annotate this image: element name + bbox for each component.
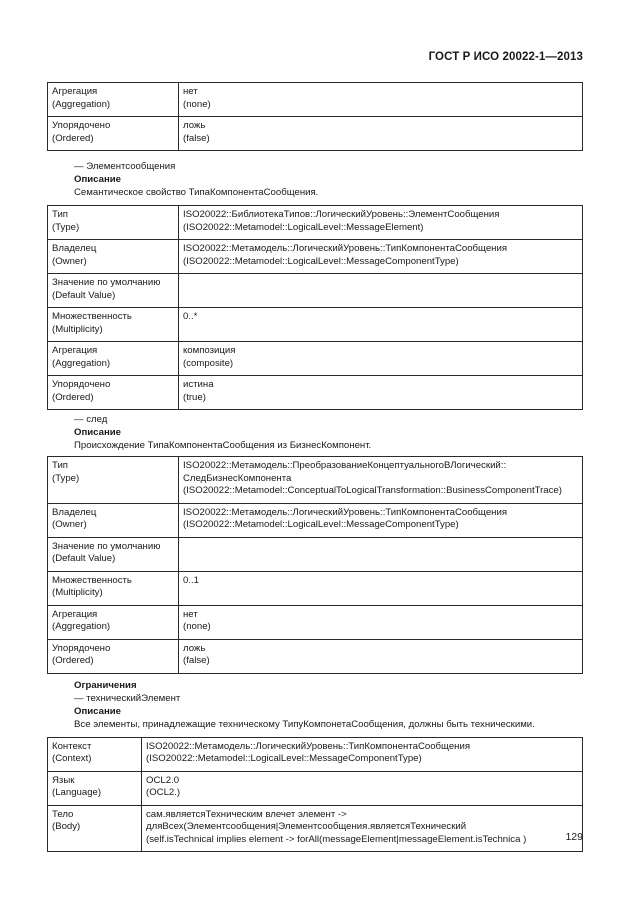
property-name-line: (Multiplicity) <box>52 323 103 335</box>
section-description: Все элементы, принадлежащие техническому ТипуКомпонетаСообщения, должны быть техническими. <box>74 718 535 730</box>
property-name-line: (Multiplicity) <box>52 587 103 598</box>
property-name-cell <box>48 639 179 673</box>
property-value-line: (none) <box>183 621 211 632</box>
section-description: Происхождение ТипаКомпонентаСообщения из БизнесКомпонент. <box>74 440 372 451</box>
property-name-line: (Aggregation) <box>52 621 111 632</box>
property-value-line: (false) <box>183 132 210 144</box>
property-value-line: (ISO20022::Metamodel::LogicalLevel::MessageElement) <box>183 221 424 233</box>
property-name-cell <box>48 771 142 805</box>
table-row <box>48 376 583 410</box>
property-name-cell <box>48 537 179 571</box>
property-value-cell <box>179 83 583 117</box>
property-name-line: (Ordered) <box>52 655 94 666</box>
property-name-line: Контекст <box>52 740 92 752</box>
table-row <box>48 639 583 673</box>
property-value-cell <box>179 342 583 376</box>
property-name-cell <box>48 274 179 308</box>
table-row <box>48 805 583 852</box>
property-value-line: (none) <box>183 98 211 110</box>
section-trace <box>47 410 583 456</box>
table-row <box>48 503 583 537</box>
property-value-line: OCL2.0 <box>146 774 180 786</box>
property-name-line: Владелец <box>52 243 97 254</box>
property-value-line: 0..1 <box>183 574 200 586</box>
property-value-line: ISO20022::Метамодель::ЛогическийУровень::ТипКомпонентаСообщения <box>146 740 471 752</box>
property-value-cell <box>179 117 583 151</box>
property-name-line: Агрегация <box>52 608 98 620</box>
property-value-cell <box>179 639 583 673</box>
properties-table-3 <box>47 456 583 674</box>
property-value-line: (false) <box>183 655 210 666</box>
item-name: — техническийЭлемент <box>74 692 181 704</box>
property-value-line: 0..* <box>183 311 198 322</box>
property-name-line: Тело <box>52 808 74 820</box>
section-element-message <box>47 151 583 203</box>
property-value-line: ISO20022::Метамодель::ЛогическийУровень::ТипКомпонентаСообщения <box>183 243 508 254</box>
property-name-line: Упорядочено <box>52 642 111 654</box>
property-name-line: Тип <box>52 209 68 220</box>
property-value-cell <box>179 240 583 274</box>
property-value-cell <box>179 206 583 240</box>
properties-table-2 <box>47 205 583 410</box>
property-name-line: (Default Value) <box>52 289 116 301</box>
page-content <box>47 82 583 852</box>
property-name-line: Множественность <box>52 311 132 322</box>
table-row <box>48 342 583 376</box>
property-name-cell <box>48 605 179 639</box>
property-name-cell <box>48 571 179 605</box>
property-value-cell <box>142 805 583 852</box>
property-name-cell <box>48 83 179 117</box>
property-value-line: сам.являетсяТехническим влечет элемент -> <box>146 808 347 820</box>
property-name-line: Владелец <box>52 506 97 518</box>
property-value-line: (ISO20022::Metamodel::LogicalLevel::MessageComponentType) <box>183 255 459 267</box>
table-row <box>48 571 583 605</box>
property-value-line: ложь <box>183 642 206 654</box>
property-value-cell <box>179 308 583 342</box>
table-row <box>48 457 583 504</box>
property-name-line: Значение по умолчанию <box>52 540 161 552</box>
property-name-line: (Aggregation) <box>52 357 111 369</box>
property-value-line: ISO20022::БиблиотекаТипов::ЛогическийУровень::ЭлементСообщения <box>183 209 500 220</box>
property-value-cell <box>179 503 583 537</box>
property-value-line: дляВсех(Элементсообщения|Элементсообщения.являетсяТехнический <box>146 821 467 832</box>
property-name-cell <box>48 457 179 504</box>
property-value-cell <box>142 771 583 805</box>
property-value-line: ISO20022::Метамодель::ПреобразованиеКонцептуальногоВЛогический:: <box>183 460 507 471</box>
section-heading: Описание <box>74 427 121 438</box>
property-name-line: (Owner) <box>52 519 87 530</box>
property-name-line: (Owner) <box>52 255 87 267</box>
property-value-cell <box>179 605 583 639</box>
property-name-line: (Ordered) <box>52 132 94 144</box>
property-value-cell <box>142 737 583 771</box>
table-row <box>48 83 583 117</box>
property-name-line: Агрегация <box>52 345 98 356</box>
table-row <box>48 274 583 308</box>
constraint-table <box>47 737 583 853</box>
property-name-line: Значение по умолчанию <box>52 277 161 288</box>
property-name-line: Язык <box>52 774 75 786</box>
constraints-heading: Ограничения <box>74 679 137 691</box>
table-row <box>48 206 583 240</box>
property-value-cell <box>179 571 583 605</box>
property-value-line: (OCL2.) <box>146 787 181 798</box>
property-value-line: ISO20022::Метамодель::ЛогическийУровень::ТипКомпонентаСообщения <box>183 506 508 518</box>
page-number: 129 <box>565 831 583 843</box>
property-name-line: (Body) <box>52 821 81 832</box>
table-row <box>48 308 583 342</box>
table-row <box>48 240 583 274</box>
properties-table-1 <box>47 82 583 151</box>
section-heading: Описание <box>74 174 121 185</box>
property-value-line: СледБизнесКомпонента <box>183 472 292 484</box>
property-name-cell <box>48 206 179 240</box>
property-name-cell <box>48 737 142 771</box>
item-name: — след <box>74 414 108 425</box>
table-row <box>48 771 583 805</box>
table-row <box>48 737 583 771</box>
property-name-line: Тип <box>52 460 68 471</box>
table-row <box>48 537 583 571</box>
property-name-line: Множественность <box>52 574 132 586</box>
property-value-cell <box>179 537 583 571</box>
property-name-cell <box>48 117 179 151</box>
property-name-cell <box>48 376 179 410</box>
section-heading: Описание <box>74 705 121 717</box>
property-name-line: Упорядочено <box>52 120 111 131</box>
property-value-line: (composite) <box>183 357 234 369</box>
property-value-cell <box>179 376 583 410</box>
item-name: — Элементсообщения <box>74 161 176 172</box>
property-name-line: (Language) <box>52 787 102 798</box>
property-value-line: (true) <box>183 391 206 403</box>
property-name-cell <box>48 240 179 274</box>
property-value-cell <box>179 274 583 308</box>
section-constraints <box>47 674 583 735</box>
property-value-line: ложь <box>183 120 206 131</box>
property-value-line: нет <box>183 608 198 620</box>
property-name-cell <box>48 805 142 852</box>
property-name-line: (Aggregation) <box>52 98 111 110</box>
property-value-line: истина <box>183 379 214 390</box>
property-value-line: (ISO20022::Metamodel::ConceptualToLogicalTransformation::BusinessComponentTrace) <box>183 485 562 496</box>
table-row <box>48 117 583 151</box>
property-name-line: Агрегация <box>52 86 98 97</box>
property-value-line: нет <box>183 86 198 97</box>
property-value-line: (ISO20022::Metamodel::LogicalLevel::MessageComponentType) <box>146 753 422 764</box>
property-name-line: (Type) <box>52 472 80 484</box>
table-row <box>48 605 583 639</box>
document-header: ГОСТ Р ИСО 20022-1—2013 <box>428 51 583 63</box>
section-description: Семантическое свойство ТипаКомпонентаСообщения. <box>74 187 319 198</box>
property-name-line: (Type) <box>52 221 80 233</box>
property-name-line: (Context) <box>52 753 92 764</box>
property-name-line: Упорядочено <box>52 379 111 390</box>
property-name-cell <box>48 342 179 376</box>
property-value-cell <box>179 457 583 504</box>
property-value-line: (self.isTechnical implies element -> forAll(messageElement|messageElement.isTechnica ) <box>146 833 527 845</box>
property-name-line: (Default Value) <box>52 553 116 564</box>
property-name-line: (Ordered) <box>52 391 94 403</box>
property-name-cell <box>48 503 179 537</box>
property-name-cell <box>48 308 179 342</box>
property-value-line: композиция <box>183 345 236 356</box>
property-value-line: (ISO20022::Metamodel::LogicalLevel::MessageComponentType) <box>183 519 459 530</box>
